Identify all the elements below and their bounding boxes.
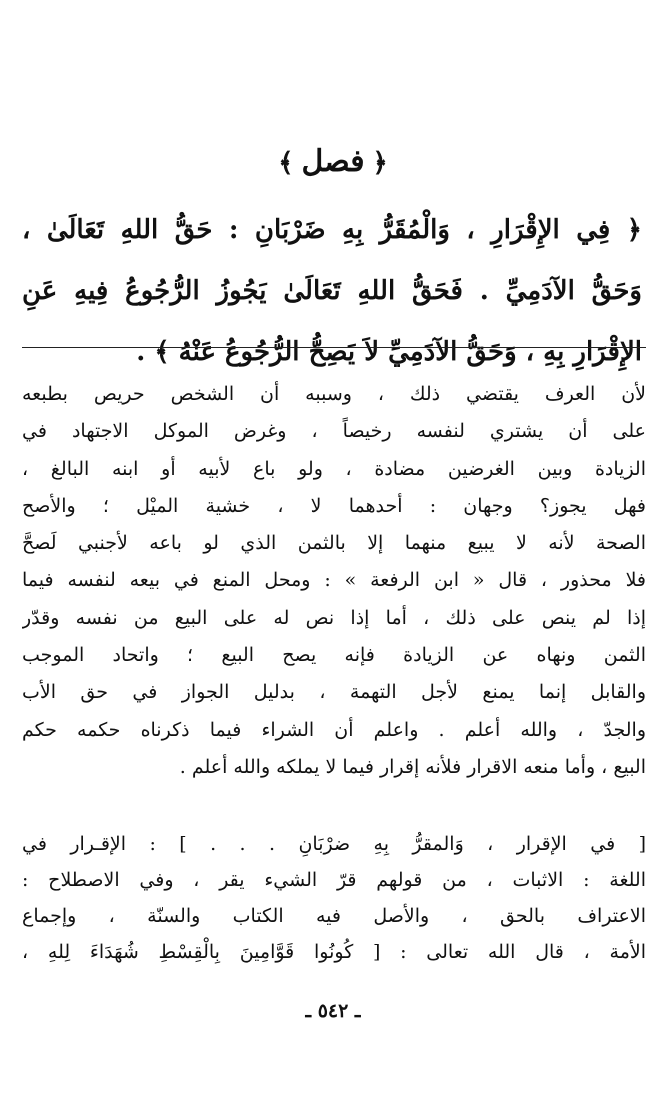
explanation-line: [ في الإقرار ، وَالمقرُّ بِهِ ضرْبَانِ . . . ] : الإقـرار في	[22, 833, 646, 855]
commentary-line: على أن يشتري لنفسه رخيصاً ، وغرض الموكل الاجتهاد في	[22, 420, 646, 443]
matn-line: وَحَقُّ الآدَمِيِّ . فَحَقُّ اللهِ تَعَالَىٰ يَجُوزُ الرُّجُوعُ فِيهِ عَنِ	[22, 276, 642, 306]
commentary-line: الصحة لأنه لا يبيع منهما إلا بالثمن الذي لو باعه لأجنبي لَصحَّ	[22, 532, 646, 555]
commentary-line: الثمن ونهاه عن الزيادة فإنه يصح البيع ؛ واتحاد الموجب	[22, 644, 646, 667]
explanation-line: الاعتراف بالحق ، والأصل فيه الكتاب والسنّة ، وإجماع	[22, 905, 646, 927]
matn-line: ﴿ فِي الإِقْرَارِ ، وَالْمُقَرُّ بِهِ ضَرْبَانِ : حَقُّ اللهِ تَعَالَىٰ ،	[22, 215, 642, 245]
section-heading	[0, 140, 666, 185]
explanation-text	[22, 826, 646, 970]
commentary-line: الزيادة وبين الغرضين مضادة ، ولو باع لأبيه أو ابنه البالغ ،	[22, 457, 646, 480]
separator-rule	[22, 347, 646, 348]
commentary-line: فلا محذور ، قال « ابن الرفعة » : ومحل المنع في بيعه لنفسه فيما	[22, 569, 646, 592]
ornament-right-icon: ﴿	[372, 148, 388, 178]
explanation-line: اللغة : الاثبات ، من قولهم قرّ الشيء يقر ، وفي الاصطلاح :	[22, 869, 646, 891]
explanation-line: الأمة ، قال الله تعالى : [ كُونُوا قَوَّامِينَ بِالْقِسْطِ شُهَدَاءَ لِلهِ ،	[22, 941, 646, 963]
commentary-line: والقابل إنما يمنع لأجل التهمة ، بدليل الجواز في حق الأب	[22, 681, 646, 704]
commentary-line: إذا لم ينص على ذلك ، أما إذا نص له على البيع من نفسه وقدّر	[22, 606, 646, 629]
matn-line: الإِقْرَارِ بِهِ ، وَحَقُّ الآدَمِيِّ لاَ يَصِحُّ الرُّجُوعُ عَنْهُ ﴾ .	[136, 337, 642, 367]
commentary-line: فهل يجوز؟ وجهان : أحدهما لا ، خشية الميْل ؛ والأصح	[22, 494, 646, 517]
commentary-line: والجدّ ، والله أعلم . واعلم أن الشراء فيما ذكرناه حكمه حكم	[22, 718, 646, 741]
matn-text	[22, 200, 642, 383]
commentary-text	[22, 376, 646, 786]
ornament-left-icon: ﴾	[278, 148, 294, 178]
commentary-line: البيع ، وأما منعه الاقرار فلأنه إقرار فيما لا يملكه والله أعلم .	[179, 755, 646, 778]
page-number: ـ ٥٤٢ ـ	[305, 1000, 361, 1022]
section-title: فصل	[301, 144, 365, 179]
commentary-line: لأن العرف يقتضي ذلك ، وسببه أن الشخص حريص بطبعه	[22, 383, 646, 405]
